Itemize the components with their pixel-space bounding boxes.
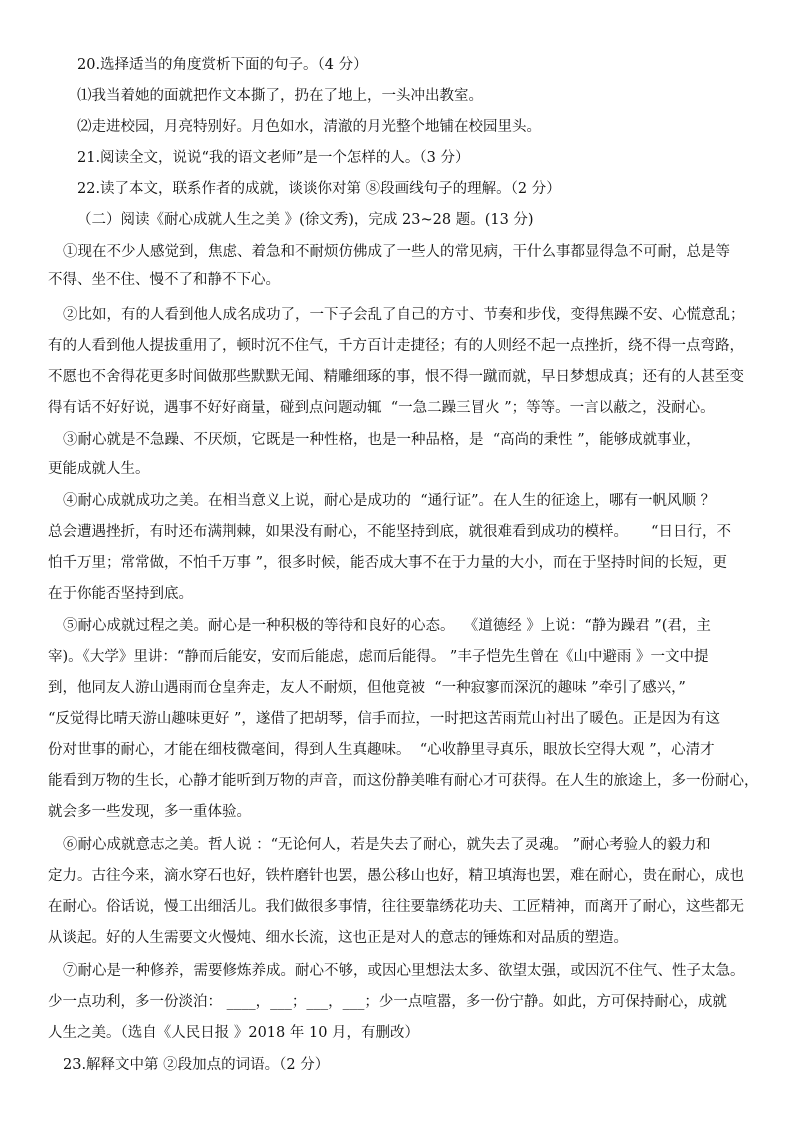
paragraph-7-source: 人生之美。（选自《人民日报 》2018 年 10 月，有删改）	[48, 1025, 420, 1041]
paragraph-6-line: 从谈起。好的人生需要文火慢炖、细水长流，这也正是对人的意志的锤炼和对品质的塑造。	[48, 930, 628, 946]
question-22: 22.读了本文，联系作者的成就，谈谈你对第 ⑧段画线句子的理解。（2 分）	[77, 181, 561, 197]
paragraph-5-line: 能看到万物的生长，心静才能听到万物的声音，而这份静美唯有耐心才可获得。在人生的旅途上，多一份耐心，	[48, 773, 759, 789]
paragraph-5-line: 份对世事的耐心，才能在细枝微毫间，得到人生真趣味。 “心收静里寻真乐，眼放长空得大观 ”，心清才	[48, 742, 715, 758]
paragraph-1-line: 不得、坐不住、慢不了和静不下心。	[48, 272, 280, 288]
paragraph-5-line: 宰)。《大学》里讲：“静而后能安，安而后能虑，虑而后能得。 ”丰子恺先生曾在《山中避雨 》一文中提	[48, 649, 709, 665]
paragraph-2-line: 得有话不好好说，遇事不好好商量，碰到点问题动辄 “一急二躁三冒火 ”；等等。一言以蔽之，没耐心。	[48, 400, 715, 416]
paragraph-4-line: 总会遭遇挫折，有时还布满荆棘，如果没有耐心，不能坚持到底，就很难看到成功的模样。 “日日行，不	[48, 524, 731, 540]
question-20: 20.选择适当的角度赏析下面的句子。（4 分）	[77, 57, 368, 73]
paragraph-2-line: ②比如，有的人看到他人成名成功了，一下子会乱了自己的方寸、节奏和步伐，变得焦躁不安、心慌意乱；	[63, 307, 745, 323]
paragraph-2-line: 有的人看到他人提拔重用了，顿时沉不住气，千方百计走捷径；有的人则经不起一点挫折，绕不得一点弯路，	[48, 338, 744, 354]
paragraph-5-line: “反觉得比晴天游山趣味更好 ”，遂借了把胡琴，信手而拉，一时把这苦雨荒山衬出了暖色。正是因为有这	[48, 711, 720, 727]
paragraph-3-line: 更能成就人生。	[48, 461, 150, 477]
question-23: 23.解释文中第 ②段加点的词语。（2 分）	[63, 1057, 330, 1073]
paragraph-6-line: 定力。古往今来，滴水穿石也好，铁杵磨针也罢，愚公移山也好，精卫填海也罢，难在耐心，贵在耐心，成也	[48, 868, 744, 884]
question-20-sentence-1: ⑴我当着她的面就把作文本撕了，扔在了地上，一头冲出教室。	[77, 88, 483, 104]
paragraph-3-line: ③耐心就是不急躁、不厌烦，它既是一种性格，也是一种品格，是 “高尚的秉性 ”，能够成就事业，	[63, 432, 701, 448]
paragraph-7-line: ⑦耐心是一种修养，需要修炼养成。耐心不够，或因心里想法太多、欲望太强，或因沉不住气、性子太急。	[63, 963, 745, 979]
paragraph-7-line: 少一点功利，多一份淡泊： ____，___；___，___；少一点喧嚣，多一份宁静。如此，方可保持耐心，成就	[48, 994, 727, 1010]
paragraph-1-line: ①现在不少人感觉到，焦虑、着急和不耐烦仿佛成了一些人的常见病，干什么事都显得急不可耐，总是等	[63, 244, 730, 260]
paragraph-5-line: 就会多一些发现，多一重体验。	[48, 804, 251, 820]
paragraph-6-line: ⑥耐心成就意志之美。哲人说 ：“无论何人，若是失去了耐心，就失去了灵魂。 ”耐心考验人的毅力和	[63, 837, 711, 853]
paragraph-4-line: 怕千万里；常常做，不怕千万事 ”，很多时候，能否成大事不在于力量的大小，而在于坚持时间的长短，更	[48, 555, 728, 571]
question-21: 21.阅读全文，说说“我的语文老师”是一个怎样的人。（3 分）	[77, 150, 470, 166]
section-2-heading: （二）阅读《耐心成就人生之美 》(徐文秀)，完成 23~28 题。(13 分)	[77, 212, 534, 228]
paragraph-2-line: 不愿也不舍得花更多时间做那些默默无闻、精雕细琢的事，恨不得一蹴而就，早日梦想成真；还有的人甚至变	[48, 369, 744, 385]
paragraph-6-line: 在耐心。俗话说，慢工出细活儿。我们做很多事情，往往要靠绣花功夫、工匠精神，而离开了耐心，这些都无	[48, 899, 744, 915]
paragraph-5-line: ⑤耐心成就过程之美。耐心是一种积极的等待和良好的心态。 《道德经 》上说：“静为躁君 ”(君，主	[63, 618, 711, 634]
question-20-sentence-2: ⑵走进校园，月亮特别好。月色如水，清澈的月光整个地铺在校园里头。	[77, 119, 541, 135]
paragraph-5-line: 到，他同友人游山遇雨而仓皇奔走，友人不耐烦，但他竟被 “一种寂寥而深沉的趣味 ”牵引了感兴，”	[48, 680, 686, 696]
paragraph-4-line: 在于你能否坚持到底。	[48, 586, 193, 602]
paragraph-4-line: ④耐心成就成功之美。在相当意义上说，耐心是成功的 “通行证”。在人生的征途上，哪有一帆风顺 ？	[63, 493, 716, 509]
